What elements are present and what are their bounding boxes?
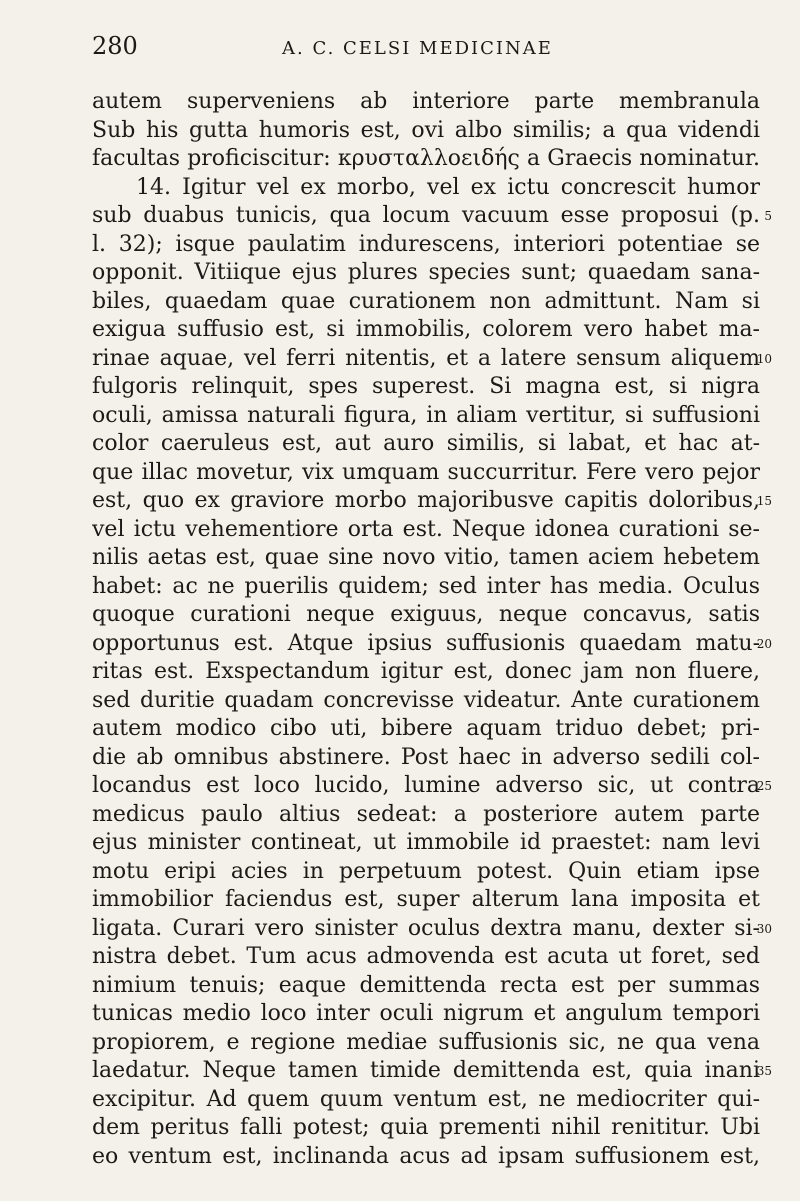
page-number: 280 [92, 32, 138, 60]
text-line [92, 316, 772, 345]
text-line [92, 886, 772, 915]
line-number: 20 [756, 636, 772, 651]
line-text: 14. Igitur vel ex morbo, vel ex ictu concrescit humor [136, 174, 760, 200]
text-line [92, 658, 772, 687]
text-line [92, 202, 772, 231]
line-text: sed duritie quadam concrevisse videatur. Ante curationem [92, 687, 760, 713]
line-text: opportunus est. Atque ipsius suffusionis quaedam matu- [92, 630, 760, 656]
line-text: exigua suffusio est, si immobilis, colorem vero habet ma- [92, 317, 760, 342]
line-text: ritas est. Exspectandum igitur est, donec jam non fluere, [92, 659, 760, 684]
line-text: ligata. Curari vero sinister oculus dextra manu, dexter si- [92, 915, 760, 941]
line-text: ejus minister contineat, ut immobile id praestet: nam levi [92, 830, 760, 855]
text-line [92, 459, 772, 488]
line-text: oculi, amissa naturali figura, in aliam vertitur, si suffusioni [92, 402, 760, 428]
line-text: immobilior faciendus est, super alterum lana imposita et [92, 887, 760, 912]
text-line [92, 117, 772, 146]
line-text: quoque curationi neque exiguus, neque concavus, satis [92, 602, 760, 627]
line-text: autem superveniens ab interiore parte membranula [92, 89, 760, 114]
text-line [92, 430, 772, 459]
text-line [92, 259, 772, 288]
text-line [92, 829, 772, 858]
line-text: eo ventum est, inclinanda acus ad ipsam suffusionem est, [92, 1143, 760, 1169]
text-line [92, 145, 772, 174]
line-text: habet: ac ne puerilis quidem; sed inter has media. Oculus [92, 573, 760, 599]
line-text: motu eripi acies in perpetuum potest. Quin etiam ipse [92, 858, 760, 884]
text-line [92, 573, 772, 602]
line-text: opponit. Vitiique ejus plures species sunt; quaedam sana- [92, 260, 760, 285]
line-text: medicus paulo altius sedeat: a posteriore autem parte [92, 801, 760, 827]
text-line [92, 174, 772, 203]
text-line [92, 744, 772, 773]
running-title: A. C. CELSI MEDICINAE [282, 38, 553, 59]
line-text: Sub his gutta humoris est, ovi albo similis; a qua videndi [92, 117, 760, 143]
page-header [92, 32, 772, 64]
text-line [92, 687, 772, 716]
line-number: 5 [764, 209, 772, 223]
line-text: biles, quaedam quae curationem non admittunt. Nam si [92, 288, 760, 314]
text-line [92, 772, 772, 801]
text-line [92, 487, 772, 516]
text-line [92, 630, 772, 659]
line-text: l. 32); isque paulatim indurescens, interiori potentiae se [92, 231, 760, 257]
body-text [92, 88, 772, 1171]
text-line [92, 858, 772, 887]
text-line [92, 402, 772, 431]
text-line [92, 544, 772, 573]
text-line [92, 801, 772, 830]
text-line [92, 516, 772, 545]
line-text: nistra debet. Tum acus admovenda est acuta ut foret, sed [92, 944, 760, 969]
text-line [92, 1000, 772, 1029]
line-text: est, quo ex graviore morbo majoribusve capitis doloribus, [92, 488, 760, 513]
line-text: nimium tenuis; eaque demittenda recta est per summas [92, 972, 760, 998]
text-line [92, 1057, 772, 1086]
text-line [92, 345, 772, 374]
text-line [92, 1086, 772, 1115]
line-text: locandus est loco lucido, lumine adverso sic, ut contra [92, 773, 760, 798]
line-text: color caeruleus est, aut auro similis, si labat, et hac at- [92, 431, 760, 456]
text-line [92, 288, 772, 317]
line-text: sub duabus tunicis, qua locum vacuum esse proposui (p. [92, 203, 760, 228]
text-line [92, 972, 772, 1001]
text-line [92, 231, 772, 260]
line-text: vel ictu vehementiore orta est. Neque idonea curationi se- [92, 516, 760, 542]
text-line [92, 1114, 772, 1143]
line-number: 10 [756, 351, 772, 366]
text-line [92, 1029, 772, 1058]
line-text: propiorem, e regione mediae suffusionis sic, ne qua vena [92, 1029, 760, 1055]
line-text: rinae aquae, vel ferri nitentis, et a latere sensum aliquem [92, 345, 760, 371]
line-text: excipitur. Ad quem quum ventum est, ne mediocriter qui- [92, 1086, 760, 1112]
text-line [92, 601, 772, 630]
line-text: dem peritus falli potest; quia prementi nihil renititur. Ubi [92, 1115, 760, 1140]
line-number: 35 [756, 1064, 772, 1078]
line-number: 25 [756, 779, 772, 793]
text-line [92, 1143, 772, 1172]
line-number: 30 [756, 921, 772, 936]
text-line [92, 715, 772, 744]
line-number: 15 [756, 494, 772, 508]
line-text: nilis aetas est, quae sine novo vitio, tamen aciem hebetem [92, 545, 760, 570]
text-line [92, 88, 772, 117]
text-line [92, 373, 772, 402]
text-line [92, 915, 772, 944]
line-text: die ab omnibus abstinere. Post haec in adverso sedili col- [92, 744, 760, 770]
line-text: que illac movetur, vix umquam succurritur. Fere vero pejor [92, 459, 760, 485]
line-text: fulgoris relinquit, spes superest. Si magna est, si nigra [92, 374, 760, 399]
line-text: laedatur. Neque tamen timide demittenda est, quia inani [92, 1058, 760, 1083]
line-text: tunicas medio loco inter oculi nigrum et angulum tempori [92, 1001, 760, 1026]
text-line [92, 943, 772, 972]
line-text: autem modico cibo uti, bibere aquam triduo debet; pri- [92, 716, 760, 741]
line-text: facultas proficiscitur: κρυσταλλοειδής a Graecis nominatur. [92, 146, 760, 171]
